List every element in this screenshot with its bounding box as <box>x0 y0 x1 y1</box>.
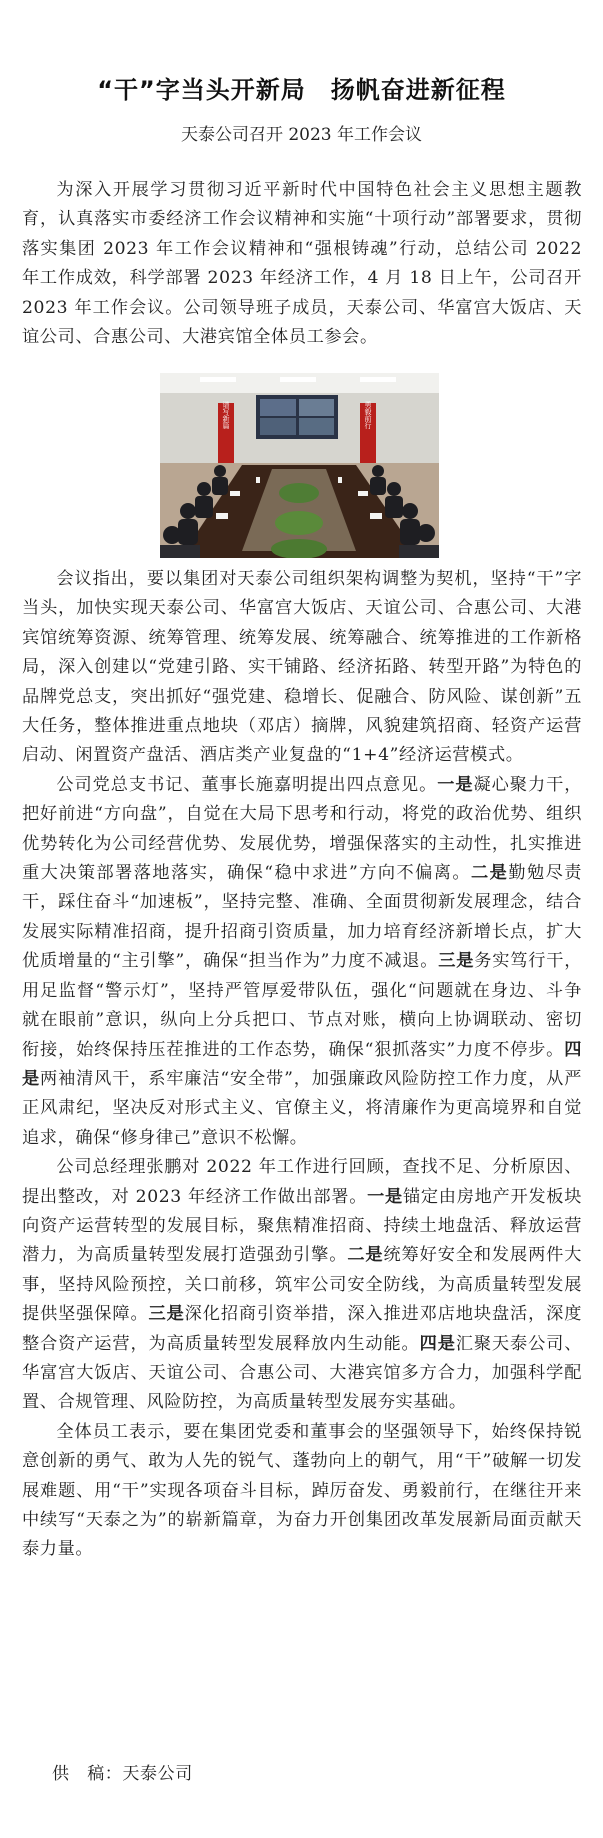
chairman-point-1-marker: 一是 <box>437 774 474 795</box>
chairman-point-1: 凝心聚力干，把好前进“方向盘”，自觉在大局下思考和行动，将党的政治优势、组织优势转化为公司经营优势、发展优势，增强保落实的主动性，扎实推进重大决策部署落地落实，确保“稳中求进”方向不偏离。 <box>22 774 582 884</box>
article-body-top <box>22 176 582 352</box>
chairman-point-4: 两袖清风干，系牢廉洁“安全带”，加强廉政风险防控工作力度，从严正风肃纪，坚决反对形式主义、官僚主义，将清廉作为更高境界和自觉追求，确保“修身律己”意识不松懈。 <box>22 1068 582 1148</box>
meeting-photo-illustration <box>160 373 439 558</box>
banner-right-text: 勇毅前行 <box>364 401 372 429</box>
chairman-lead: 公司党总支书记、董事长施嘉明提出四点意见。 <box>56 774 438 795</box>
article-source: 供 稿：天泰公司 <box>52 1764 193 1784</box>
article-title: “干”字当头开新局 扬帆奋进新征程 <box>97 76 506 104</box>
chairman-point-3-marker: 三是 <box>438 951 475 972</box>
chairman-point-2-marker: 二是 <box>471 863 509 884</box>
chairman-point-2: 勤勉尽责干，踩住奋斗“加速板”，坚持完整、准确、全面贯彻新发展理念，结合发展实际精准招商，提升招商引资质量，加力培育经济新增长点，扩大优质增量的“主引擎”，确保“担当作为”力度不减退。 <box>22 863 583 972</box>
paragraph-meeting-points: 会议指出，要以集团对天泰公司组织架构调整为契机，坚持“干”字当头，加快实现天泰公司、华富宫大饭店、天谊公司、合惠公司、大港宾馆统筹资源、统筹管理、统筹发展、统筹融合、统筹推进的工作新格局，深入创建以“党建引路、实干铺路、经济拓路、转型开路”为特色的品牌党总支，突出抓好“强党建、稳增长、促融合、防风险、谋创新”五大任务，整体推进重点地块（邓店）摘牌，风貌建筑招商、轻资产运营启动、闲置资产盘活、酒店类产业复盘的“1+4”经济运营模式。 <box>22 569 582 766</box>
chairman-point-4-marker: 四是 <box>22 1039 582 1089</box>
manager-point-1: 锚定由房地产开发板块向资产运营转型的发展目标，聚焦精准招商、持续土地盘活、释放运营潜力，为高质量转型发展打造强劲引擎。 <box>22 1186 582 1266</box>
chairman-point-3: 务实笃行干，用足监督“警示灯”，坚持严管厚爱带队伍，强化“问题就在身边、斗争就在眼前”意识，纵向上分兵把口、节点对账，横向上协调联动、密切衔接，始终保持压茬推进的工作态势，确保“狠抓落实”力度不停步。 <box>22 951 583 1060</box>
manager-point-2-marker: 二是 <box>347 1245 384 1266</box>
paragraph-intro: 为深入开展学习贯彻习近平新时代中国特色社会主义思想主题教育，认真落实市委经济工作会议精神和实施“十项行动”部署要求，贯彻落实集团 2023 年工作会议精神和“强根铸魂”行动，总结公司 2022 年工作成效，科学部署 2023 年经济工作，4 月 18 日上午，公司召开 2023 年工作会议。公司领导班子成员，天泰公司、华富宫大饭店、天谊公司、合惠公司、大港宾馆全体员工参会。 <box>22 180 582 348</box>
manager-lead: 公司总经理张鹏对 2022 年工作进行回顾，查找不足、分析原因、提出整改，对 2023 年经济工作做出部署。 <box>22 1157 582 1207</box>
manager-point-4: 汇聚天泰公司、华富宫大饭店、天谊公司、合惠公司、大港宾馆多方合力，加强科学配置、合规管理、风险防控，为高质量转型发展夯实基础。 <box>22 1333 583 1413</box>
manager-point-4-marker: 四是 <box>419 1333 456 1354</box>
banner-left-text: 谱写新篇 <box>222 401 230 429</box>
manager-point-3-marker: 三是 <box>148 1304 185 1325</box>
meeting-photo <box>160 373 439 558</box>
article-body-bottom <box>22 565 582 1565</box>
paragraph-manager-deployment <box>22 1153 582 1418</box>
paragraph-staff-statement: 全体员工表示，要在集团党委和董事会的坚强领导下，始终保持锐意创新的勇气、敢为人先的锐气、蓬勃向上的朝气，用“干”破解一切发展难题、用“干”实现各项奋斗目标，踔厉奋发、勇毅前行，在继往开来中续写“天泰之为”的崭新篇章，为奋力开创集团改革发展新局面贡献天泰力量。 <box>22 1421 582 1560</box>
manager-point-1-marker: 一是 <box>367 1186 403 1207</box>
manager-point-3: 深化招商引资举措，深入推进邓店地块盘活，深度整合资产运营，为高质量转型发展释放内生动能。 <box>22 1304 583 1354</box>
article-subtitle: 天泰公司召开 2023 年工作会议 <box>180 125 423 145</box>
paragraph-chairman-opinions <box>22 771 582 1153</box>
manager-point-2: 统筹好安全和发展两件大事，坚持风险预控，关口前移，筑牢公司安全防线，为高质量转型发展提供坚强保障。 <box>22 1245 583 1325</box>
